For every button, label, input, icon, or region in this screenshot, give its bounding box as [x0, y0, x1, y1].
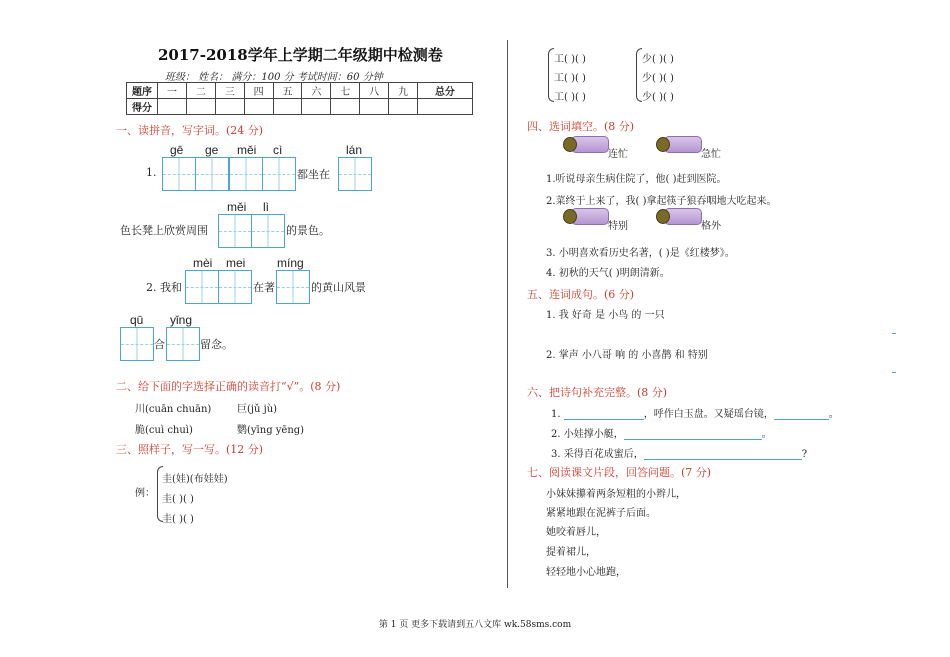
- question-text: 1. 我 好奇 是 小鸟 的 一只: [546, 310, 665, 321]
- pinyin: měi: [227, 200, 247, 214]
- score-header: 四: [244, 83, 273, 99]
- writing-grid[interactable]: [185, 270, 219, 304]
- writing-grid[interactable]: [162, 157, 196, 191]
- question-number: 1.: [146, 166, 157, 179]
- page-footer: 第 1 页 更多下载请到五八文库 wk.58sms.com: [378, 620, 572, 630]
- score-cell[interactable]: [360, 99, 389, 115]
- example-row[interactable]: 圭( )( ): [162, 494, 194, 505]
- word-card-icon: [656, 207, 702, 224]
- continuation-row[interactable]: 少( )( ): [642, 73, 674, 84]
- pinyin: měi: [237, 143, 257, 157]
- score-cell[interactable]: [417, 99, 472, 115]
- exam-meta: 班级： 姓名： 满分：100 分 考试时间：60 分钟: [165, 72, 383, 83]
- pinyin: mèi: [193, 256, 213, 270]
- score-cell[interactable]: [273, 99, 302, 115]
- score-cell[interactable]: [186, 99, 215, 115]
- continuation-row[interactable]: 少( )( ): [642, 92, 674, 103]
- question-text: 色长凳上欣赏周围: [120, 224, 208, 237]
- reading-choice[interactable]: 鹦(yīng yēng): [237, 425, 305, 436]
- score-cell[interactable]: [158, 99, 187, 115]
- example-row: 圭(娃)(布娃娃): [162, 474, 228, 485]
- question-text: 3. 小明喜欢看历史名著，( )是《红楼梦》。: [546, 248, 735, 259]
- score-header: 六: [302, 83, 331, 99]
- question-text: 的景色。: [286, 224, 330, 237]
- passage-line: 紧紧地跟在泥裤子后面。: [546, 508, 656, 519]
- score-header: 八: [360, 83, 389, 99]
- poem-text: 。: [761, 429, 772, 440]
- question-text: 2. 掌声 小八哥 响 的 小喜鹊 和 特别: [546, 350, 708, 361]
- passage-line: 她咬着唇儿，: [546, 527, 606, 538]
- continuation-row[interactable]: 工( )( ): [554, 73, 586, 84]
- question-text: 的黄山风景: [311, 281, 366, 294]
- score-header: 一: [158, 83, 187, 99]
- poem-line: [551, 425, 772, 440]
- reading-choice[interactable]: 川(cuān chuān): [135, 404, 212, 415]
- pinyin: lì: [263, 200, 269, 214]
- poem-prefix: 1.: [551, 409, 561, 420]
- writing-grid[interactable]: [195, 157, 229, 191]
- score-header: 五: [273, 83, 302, 99]
- continuation-row[interactable]: 工( )( ): [554, 92, 586, 103]
- question-text: 1.听说母亲生病住院了，他( )赶到医院。: [546, 174, 727, 185]
- score-cell[interactable]: [389, 99, 418, 115]
- writing-grid[interactable]: [218, 270, 252, 304]
- score-cell[interactable]: [215, 99, 244, 115]
- example-row[interactable]: 圭( )( ): [162, 514, 194, 525]
- question-text: 2.菜终于上来了，我( )拿起筷子狼吞咽地大吃起来。: [546, 196, 777, 207]
- writing-grid[interactable]: [251, 214, 285, 248]
- pinyin: mei: [226, 256, 246, 270]
- score-header: 七: [331, 83, 360, 99]
- pinyin: cì: [273, 143, 283, 157]
- score-table: [126, 82, 473, 115]
- word-card-icon: [563, 135, 609, 152]
- poem-text: ?: [801, 449, 808, 460]
- section-5-title: 五、连词成句。(6 分): [527, 288, 635, 301]
- question-text: 留念。: [200, 338, 233, 351]
- score-header: 总分: [417, 83, 472, 99]
- poem-blank[interactable]: [564, 419, 644, 420]
- pinyin: míng: [277, 256, 304, 270]
- section-4-title: 四、选词填空。(8 分): [527, 120, 635, 133]
- edge-mark: [892, 372, 896, 373]
- word-option: 急忙: [701, 149, 721, 160]
- score-value-row: [127, 99, 473, 115]
- poem-line: [551, 405, 839, 420]
- score-cell[interactable]: [302, 99, 331, 115]
- section-1-title: 一、读拼音，写字词。(24 分): [116, 124, 264, 137]
- question-text: 2. 我和: [146, 281, 182, 294]
- section-6-title: 六、把诗句补充完整。(8 分): [527, 386, 668, 399]
- continuation-row[interactable]: 少( )( ): [642, 54, 674, 65]
- poem-blank[interactable]: [624, 439, 762, 440]
- example-label: 例：: [135, 488, 155, 499]
- word-option: 连忙: [608, 149, 628, 160]
- score-row-label: 得分: [127, 99, 158, 115]
- pinyin: qū: [130, 313, 144, 327]
- score-header: 九: [389, 83, 418, 99]
- score-header: 题序: [127, 83, 158, 99]
- score-cell[interactable]: [244, 99, 273, 115]
- poem-text: 。: [828, 409, 839, 420]
- writing-grid[interactable]: [218, 214, 252, 248]
- poem-line: [551, 445, 807, 460]
- word-card-icon: [656, 135, 702, 152]
- reading-choice[interactable]: 脆(cuì chuì): [135, 425, 193, 436]
- word-option: 特别: [608, 221, 628, 232]
- pinyin: gē: [170, 143, 184, 157]
- score-header: 三: [215, 83, 244, 99]
- writing-grid[interactable]: [229, 157, 263, 191]
- poem-text: 2. 小娃撑小艇，: [551, 429, 624, 440]
- reading-choice[interactable]: 巨(jǔ jù): [237, 404, 278, 415]
- pinyin: lán: [346, 143, 363, 157]
- poem-text: 3. 采得百花成蜜后，: [551, 449, 644, 460]
- score-header: 二: [186, 83, 215, 99]
- writing-grid[interactable]: [338, 157, 372, 191]
- writing-grid[interactable]: [166, 327, 200, 361]
- question-text: 在著: [253, 281, 275, 294]
- continuation-row[interactable]: 工( )( ): [554, 54, 586, 65]
- column-divider: [507, 40, 508, 588]
- edge-mark: [892, 333, 896, 334]
- passage-line: 提着裙儿，: [546, 547, 596, 558]
- pinyin: yǐng: [170, 313, 193, 327]
- writing-grid[interactable]: [276, 270, 310, 304]
- score-cell[interactable]: [331, 99, 360, 115]
- section-7-title: 七、阅读课文片段，回答问题。(7 分): [527, 466, 712, 479]
- page-title: 2017-2018学年上学期二年级期中检测卷: [158, 46, 443, 64]
- poem-text: ，呼作白玉盘。又疑瑶台镜，: [643, 409, 774, 420]
- word-card-icon: [563, 207, 609, 224]
- poem-blank[interactable]: [774, 419, 829, 420]
- word-option: 格外: [701, 221, 721, 232]
- question-text: 都坐在: [297, 168, 330, 181]
- question-text: 合: [154, 338, 165, 351]
- section-3-title: 三、照样子，写一写。(12 分): [116, 443, 264, 456]
- poem-blank[interactable]: [644, 459, 802, 460]
- passage-line: 轻轻地小心地跑，: [546, 567, 626, 578]
- score-header-row: [127, 83, 473, 99]
- passage-line: 小妹妹攥着两条短粗的小辫儿，: [546, 489, 686, 500]
- section-2-title: 二、给下面的字选择正确的读音打“√”。(8 分): [116, 380, 341, 393]
- pinyin: ge: [205, 143, 219, 157]
- writing-grid[interactable]: [120, 327, 154, 361]
- question-text: 4. 初秋的天气( )明朗清新。: [546, 268, 670, 279]
- writing-grid[interactable]: [262, 157, 296, 191]
